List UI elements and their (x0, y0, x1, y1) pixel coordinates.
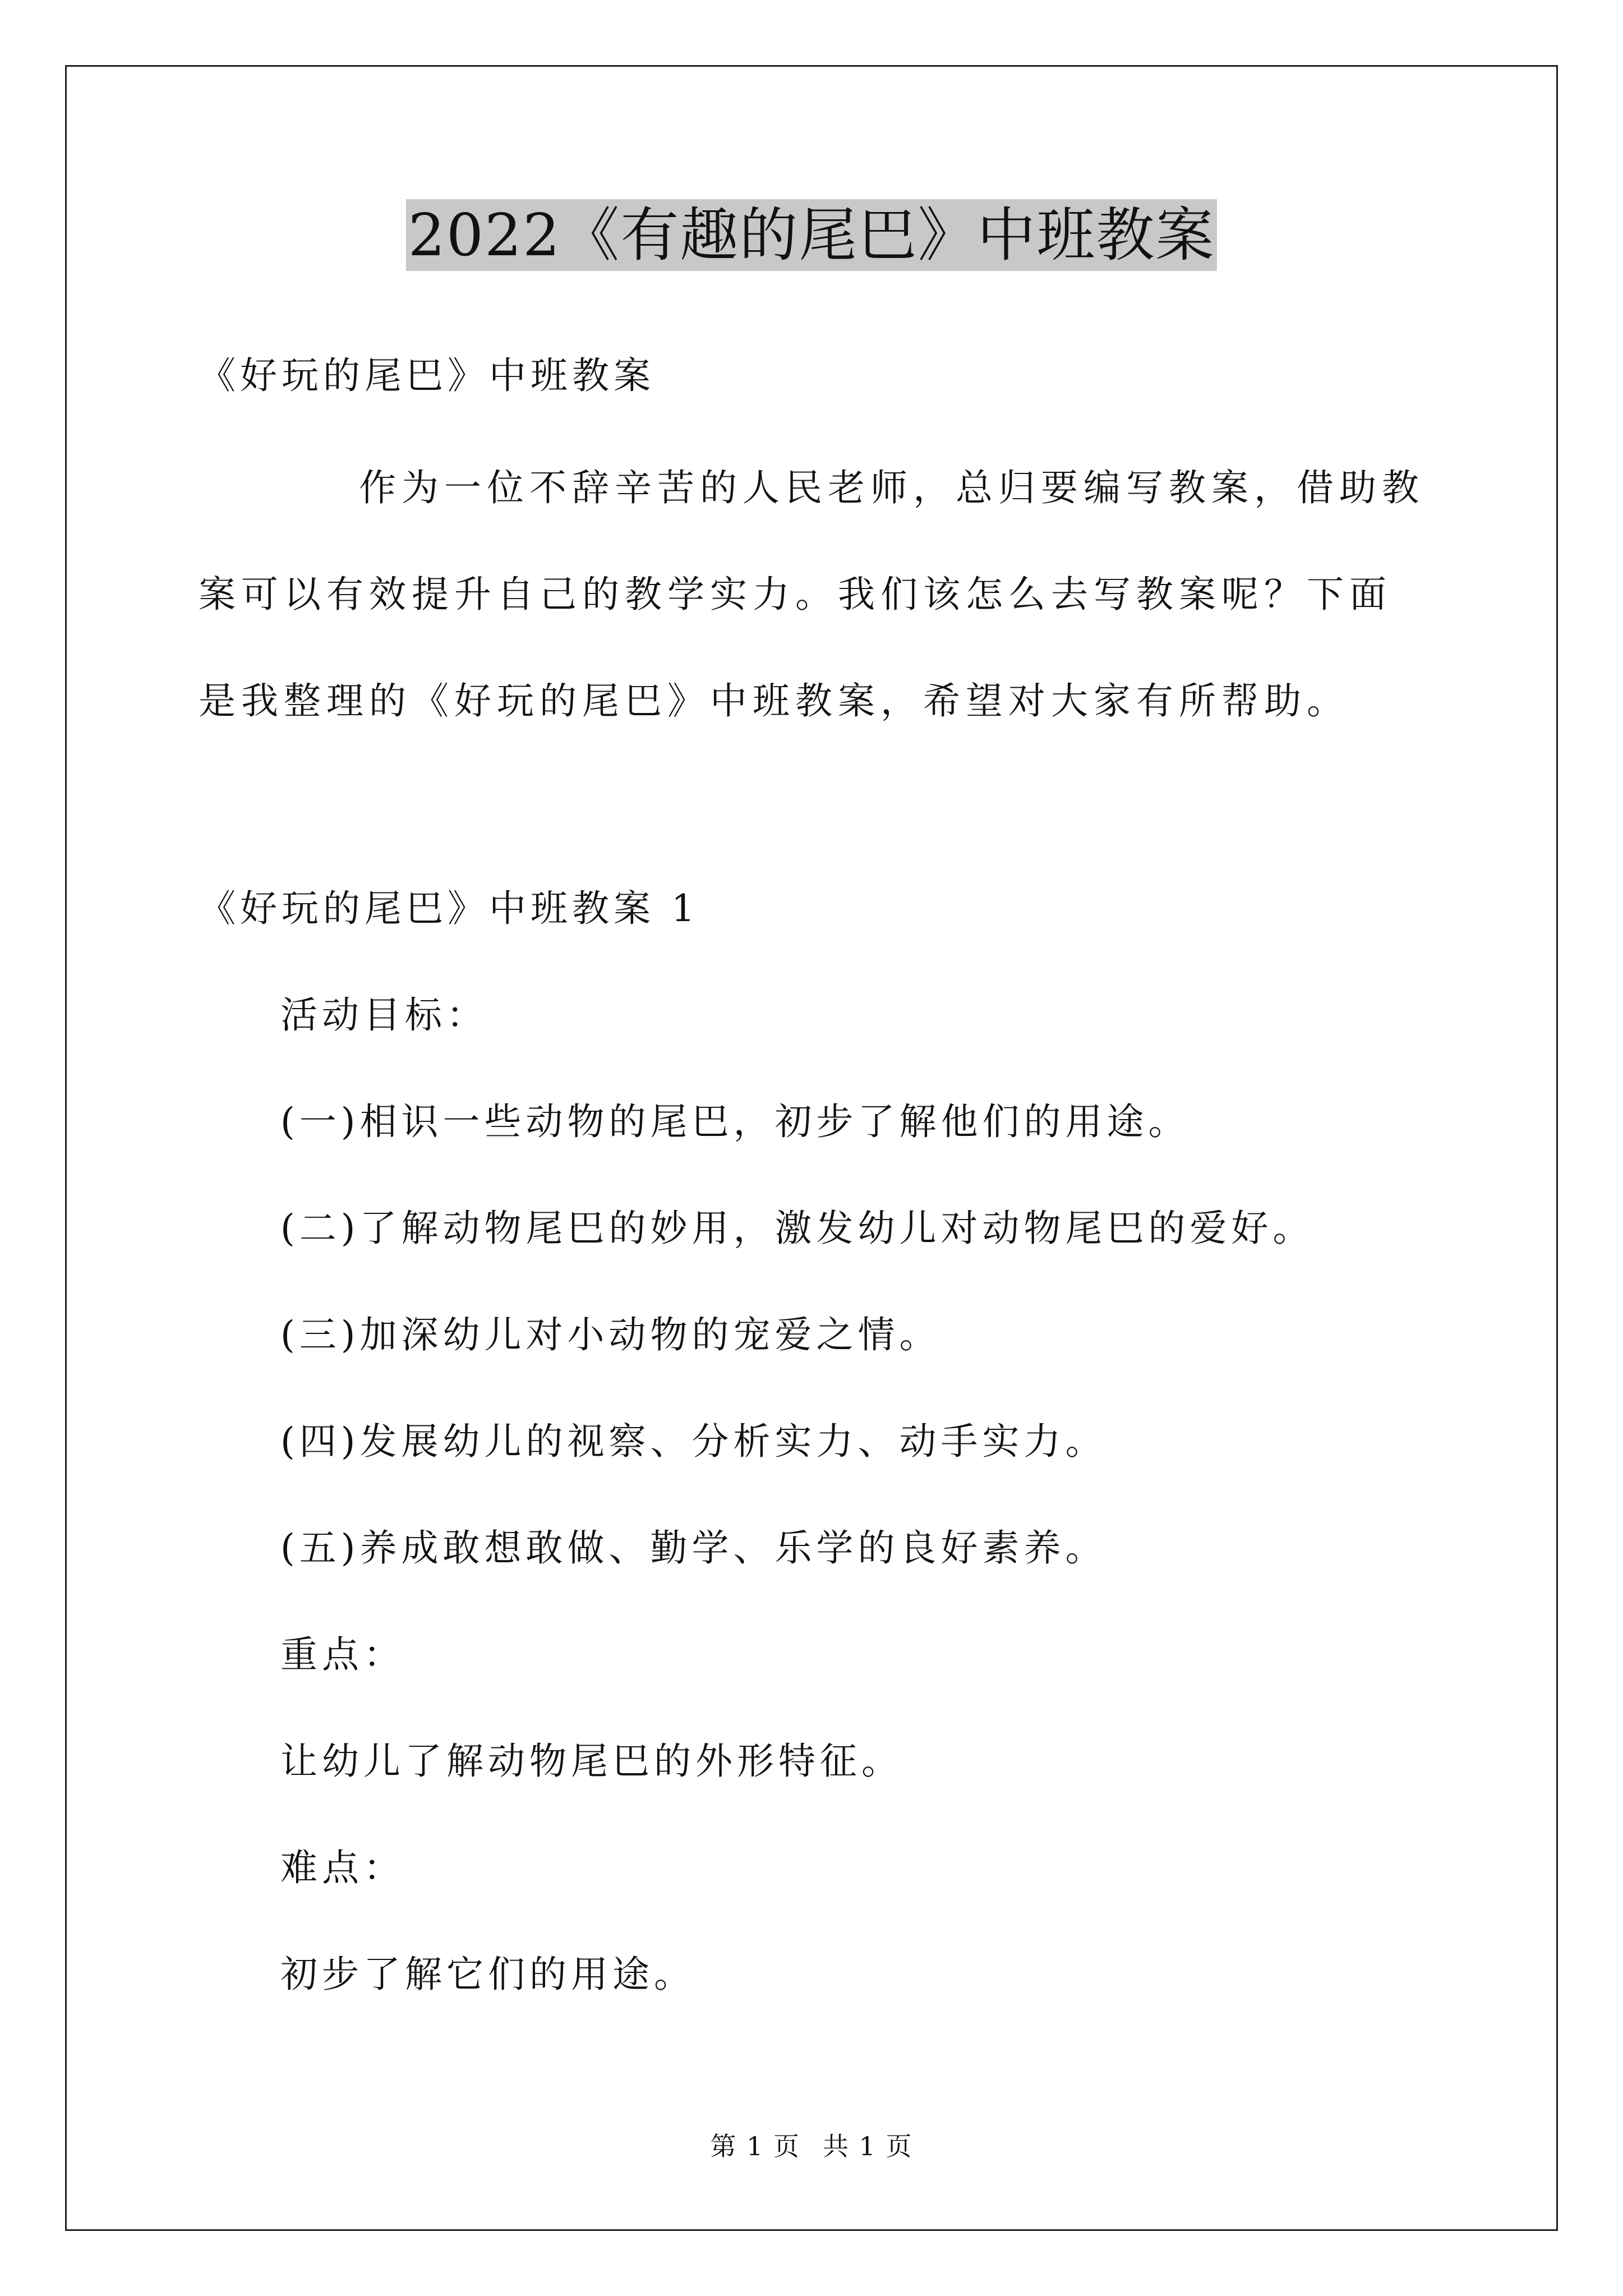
key-point-label: 重点： (280, 1633, 405, 1676)
document-title: 2022《有趣的尾巴》中班教案 (406, 199, 1218, 271)
goal-item: (二)了解动物尾巴的妙用，激发幼儿对动物尾巴的爱好。 (280, 1207, 1315, 1250)
page-number: 第 1 页 (710, 2131, 800, 2161)
goals-label: 活动目标： (280, 993, 488, 1037)
goal-item: (四)发展幼儿的视察、分析实力、动手实力。 (280, 1420, 1107, 1463)
document-subtitle: 《好玩的尾巴》中班教案 (199, 354, 655, 397)
page-footer (0, 2126, 1623, 2163)
difficulty-text: 初步了解它们的用途。 (280, 1953, 695, 1996)
intro-paragraph: 作为一位不辞辛苦的人民老师，总归要编写教案，借助教案可以有效提升自己的教学实力。我们该怎么去写教案呢？下面是我整理的《好玩的尾巴》中班教案，希望对大家有所帮助。 (199, 466, 1424, 723)
key-point-text: 让幼儿了解动物尾巴的外形特征。 (280, 1740, 903, 1783)
section-heading: 《好玩的尾巴》中班教案 1 (199, 887, 699, 930)
page-total: 共 1 页 (823, 2131, 913, 2161)
title-container (0, 199, 1623, 271)
goal-item: (一)相识一些动物的尾巴，初步了解他们的用途。 (280, 1100, 1190, 1143)
goal-item: (五)养成敢想敢做、勤学、乐学的良好素养。 (280, 1526, 1107, 1570)
difficulty-label: 难点： (280, 1846, 405, 1889)
goal-item: (三)加深幼儿对小动物的宠爱之情。 (280, 1313, 941, 1356)
